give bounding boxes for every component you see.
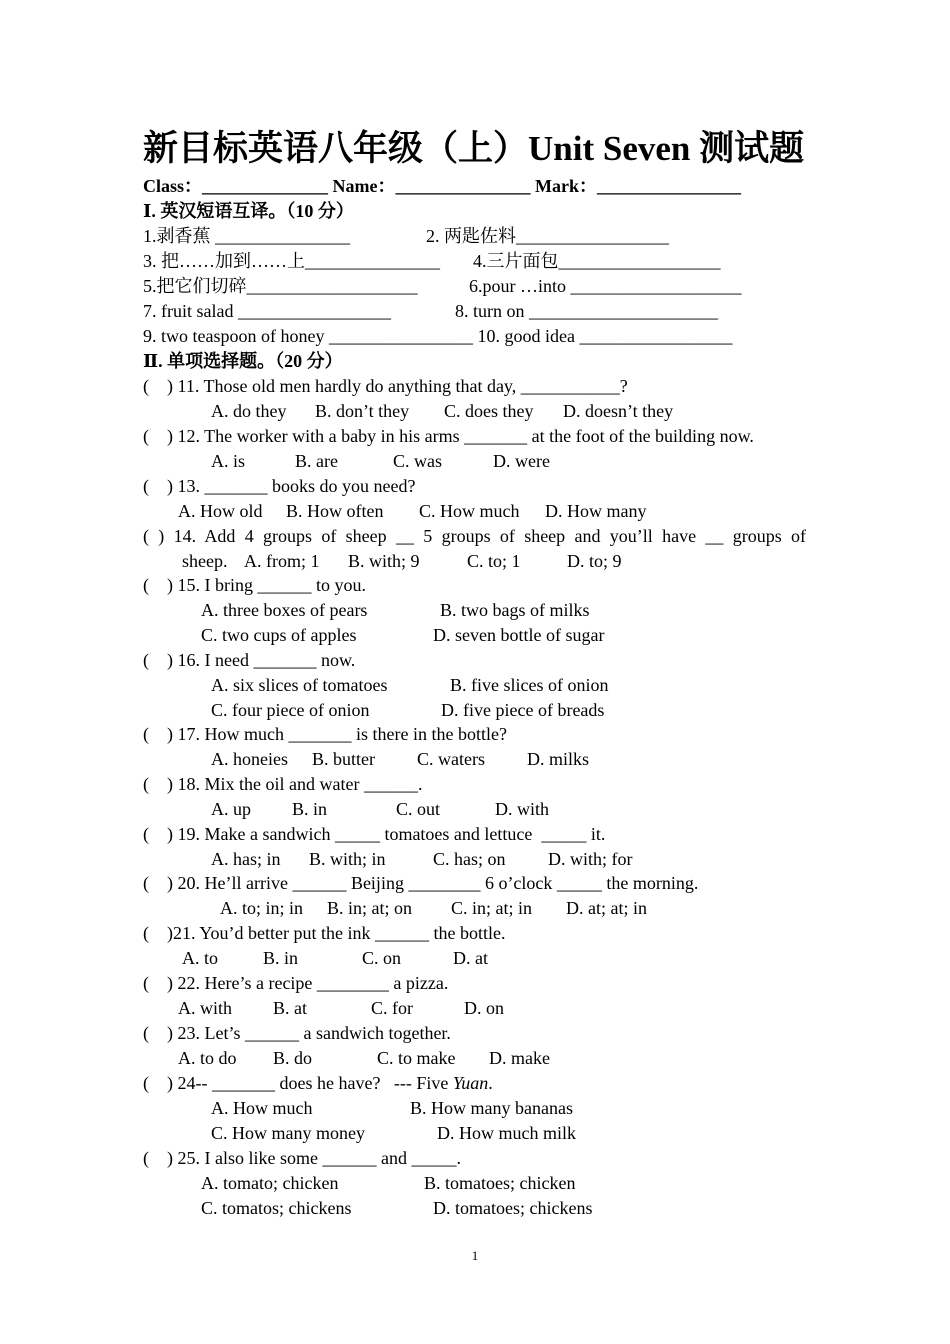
question-17: ( ) 17. How much _______ is there in the bottle? <box>143 724 507 744</box>
option-14-b: B. with; 9 <box>348 551 420 571</box>
option-24-b: B. How many bananas <box>410 1098 573 1118</box>
option-21-a: A. to <box>182 948 218 968</box>
question-14: ( ) 14. Add 4 groups of sheep __ 5 groups of sheep and you’ll have __ groups of <box>143 526 806 546</box>
option-19-b: B. with; in <box>309 849 386 869</box>
question-11: ( ) 11. Those old men hardly do anything that day, ___________? <box>143 376 628 396</box>
option-19-a: A. has; in <box>211 849 281 869</box>
option-19-c: C. has; on <box>433 849 506 869</box>
option-18-d: D. with <box>495 799 549 819</box>
question-23: ( ) 23. Let’s ______ a sandwich together. <box>143 1023 451 1043</box>
option-11-c: C. does they <box>444 401 534 421</box>
option-16-a: A. six slices of tomatoes <box>211 675 388 695</box>
question-24-end: . <box>488 1073 493 1093</box>
option-25-d: D. tomatoes; chickens <box>433 1198 593 1218</box>
option-20-a: A. to; in; in <box>220 898 304 918</box>
option-11-a: A. do they <box>211 401 287 421</box>
option-18-a: A. up <box>211 799 251 819</box>
option-22-d: D. on <box>464 998 504 1018</box>
option-23-b: B. do <box>273 1048 313 1068</box>
option-13-a: A. How old <box>178 501 263 521</box>
option-23-c: C. to make <box>377 1048 456 1068</box>
phrase-8: 8. turn on _____________________ <box>455 301 718 321</box>
phrase-6: 6.pour …into ___________________ <box>469 276 742 296</box>
question-21: ( )21. You’d better put the ink ______ the bottle. <box>143 923 506 943</box>
page-number: 1 <box>471 1248 479 1263</box>
option-12-c: C. was <box>393 451 442 471</box>
question-25: ( ) 25. I also like some ______ and _____. <box>143 1148 461 1168</box>
option-22-c: C. for <box>371 998 413 1018</box>
option-11-b: B. don’t they <box>315 401 410 421</box>
option-16-b: B. five slices of onion <box>450 675 609 695</box>
section-2-heading: Ⅱ. 单项选择题。（20 分） <box>143 351 343 371</box>
question-22: ( ) 22. Here’s a recipe ________ a pizza. <box>143 973 449 993</box>
option-17-b: B. butter <box>312 749 375 769</box>
option-22-a: A. with <box>178 998 232 1018</box>
option-25-a: A. tomato; chicken <box>201 1173 339 1193</box>
option-11-d: D. doesn’t they <box>563 401 674 421</box>
page-title: 新目标英语八年级（上）Unit Seven 测试题 <box>143 129 805 168</box>
option-12-d: D. were <box>493 451 550 471</box>
question-14-cont: sheep. <box>182 551 228 571</box>
option-18-c: C. out <box>396 799 441 819</box>
option-12-a: A. is <box>211 451 246 471</box>
option-23-a: A. to do <box>178 1048 237 1068</box>
question-24 <box>143 1071 493 1095</box>
option-25-c: C. tomatos; chickens <box>201 1198 352 1218</box>
question-24-yuan: Yuan <box>452 1073 489 1093</box>
phrase-5: 5.把它们切碎___________________ <box>143 276 418 296</box>
question-20: ( ) 20. He’ll arrive ______ Beijing ________ 6 o’clock _____ the morning. <box>143 873 699 893</box>
option-12-b: B. are <box>295 451 338 471</box>
option-17-a: A. honeies <box>211 749 288 769</box>
option-18-b: B. in <box>292 799 328 819</box>
section-1-heading: Ⅰ. 英汉短语互译。（10 分） <box>143 201 354 221</box>
option-13-c: C. How much <box>419 501 520 521</box>
option-14-a: A. from; 1 <box>244 551 320 571</box>
phrase-2: 2. 两匙佐料_________________ <box>426 226 669 246</box>
option-15-b: B. two bags of milks <box>440 600 590 620</box>
option-23-d: D. make <box>489 1048 550 1068</box>
question-15: ( ) 15. I bring ______ to you. <box>143 575 366 595</box>
option-15-a: A. three boxes of pears <box>201 600 368 620</box>
option-24-a: A. How much <box>211 1098 313 1118</box>
option-20-d: D. at; at; in <box>566 898 647 918</box>
phrase-1: 1.剥香蕉 _______________ <box>143 226 350 246</box>
question-19: ( ) 19. Make a sandwich _____ tomatoes and lettuce _____ it. <box>143 824 606 844</box>
option-17-c: C. waters <box>417 749 485 769</box>
option-22-b: B. at <box>273 998 307 1018</box>
question-16: ( ) 16. I need _______ now. <box>143 650 356 670</box>
question-12: ( ) 12. The worker with a baby in his arms _______ at the foot of the building now. <box>143 426 754 446</box>
option-21-d: D. at <box>453 948 488 968</box>
phrase-7: 7. fruit salad _________________ <box>143 301 391 321</box>
option-24-c: C. How many money <box>211 1123 365 1143</box>
option-20-c: C. in; at; in <box>451 898 532 918</box>
option-13-d: D. How many <box>545 501 647 521</box>
question-13: ( ) 13. _______ books do you need? <box>143 476 416 496</box>
option-20-b: B. in; at; on <box>327 898 412 918</box>
question-18: ( ) 18. Mix the oil and water ______. <box>143 774 423 794</box>
option-16-d: D. five piece of breads <box>441 700 605 720</box>
phrase-3: 3. 把……加到……上_______________ <box>143 251 440 271</box>
option-16-c: C. four piece of onion <box>211 700 370 720</box>
phrase-4: 4.三片面包__________________ <box>473 251 721 271</box>
option-17-d: D. milks <box>527 749 590 769</box>
phrase-9-10: 9. two teaspoon of honey ________________ 10. good idea _________________ <box>143 326 733 346</box>
option-14-d: D. to; 9 <box>567 551 622 571</box>
question-24-stem: ( ) 24-- _______ does he have? --- Five <box>143 1073 453 1093</box>
option-14-c: C. to; 1 <box>467 551 521 571</box>
option-25-b: B. tomatoes; chicken <box>424 1173 576 1193</box>
option-21-c: C. on <box>362 948 402 968</box>
option-24-d: D. How much milk <box>437 1123 576 1143</box>
option-15-d: D. seven bottle of sugar <box>433 625 605 645</box>
option-13-b: B. How often <box>286 501 384 521</box>
option-21-b: B. in <box>263 948 299 968</box>
option-15-c: C. two cups of apples <box>201 625 357 645</box>
info-line: Class：______________ Name：_______________ Mark：________________ <box>143 176 741 196</box>
option-19-d: D. with; for <box>548 849 633 869</box>
